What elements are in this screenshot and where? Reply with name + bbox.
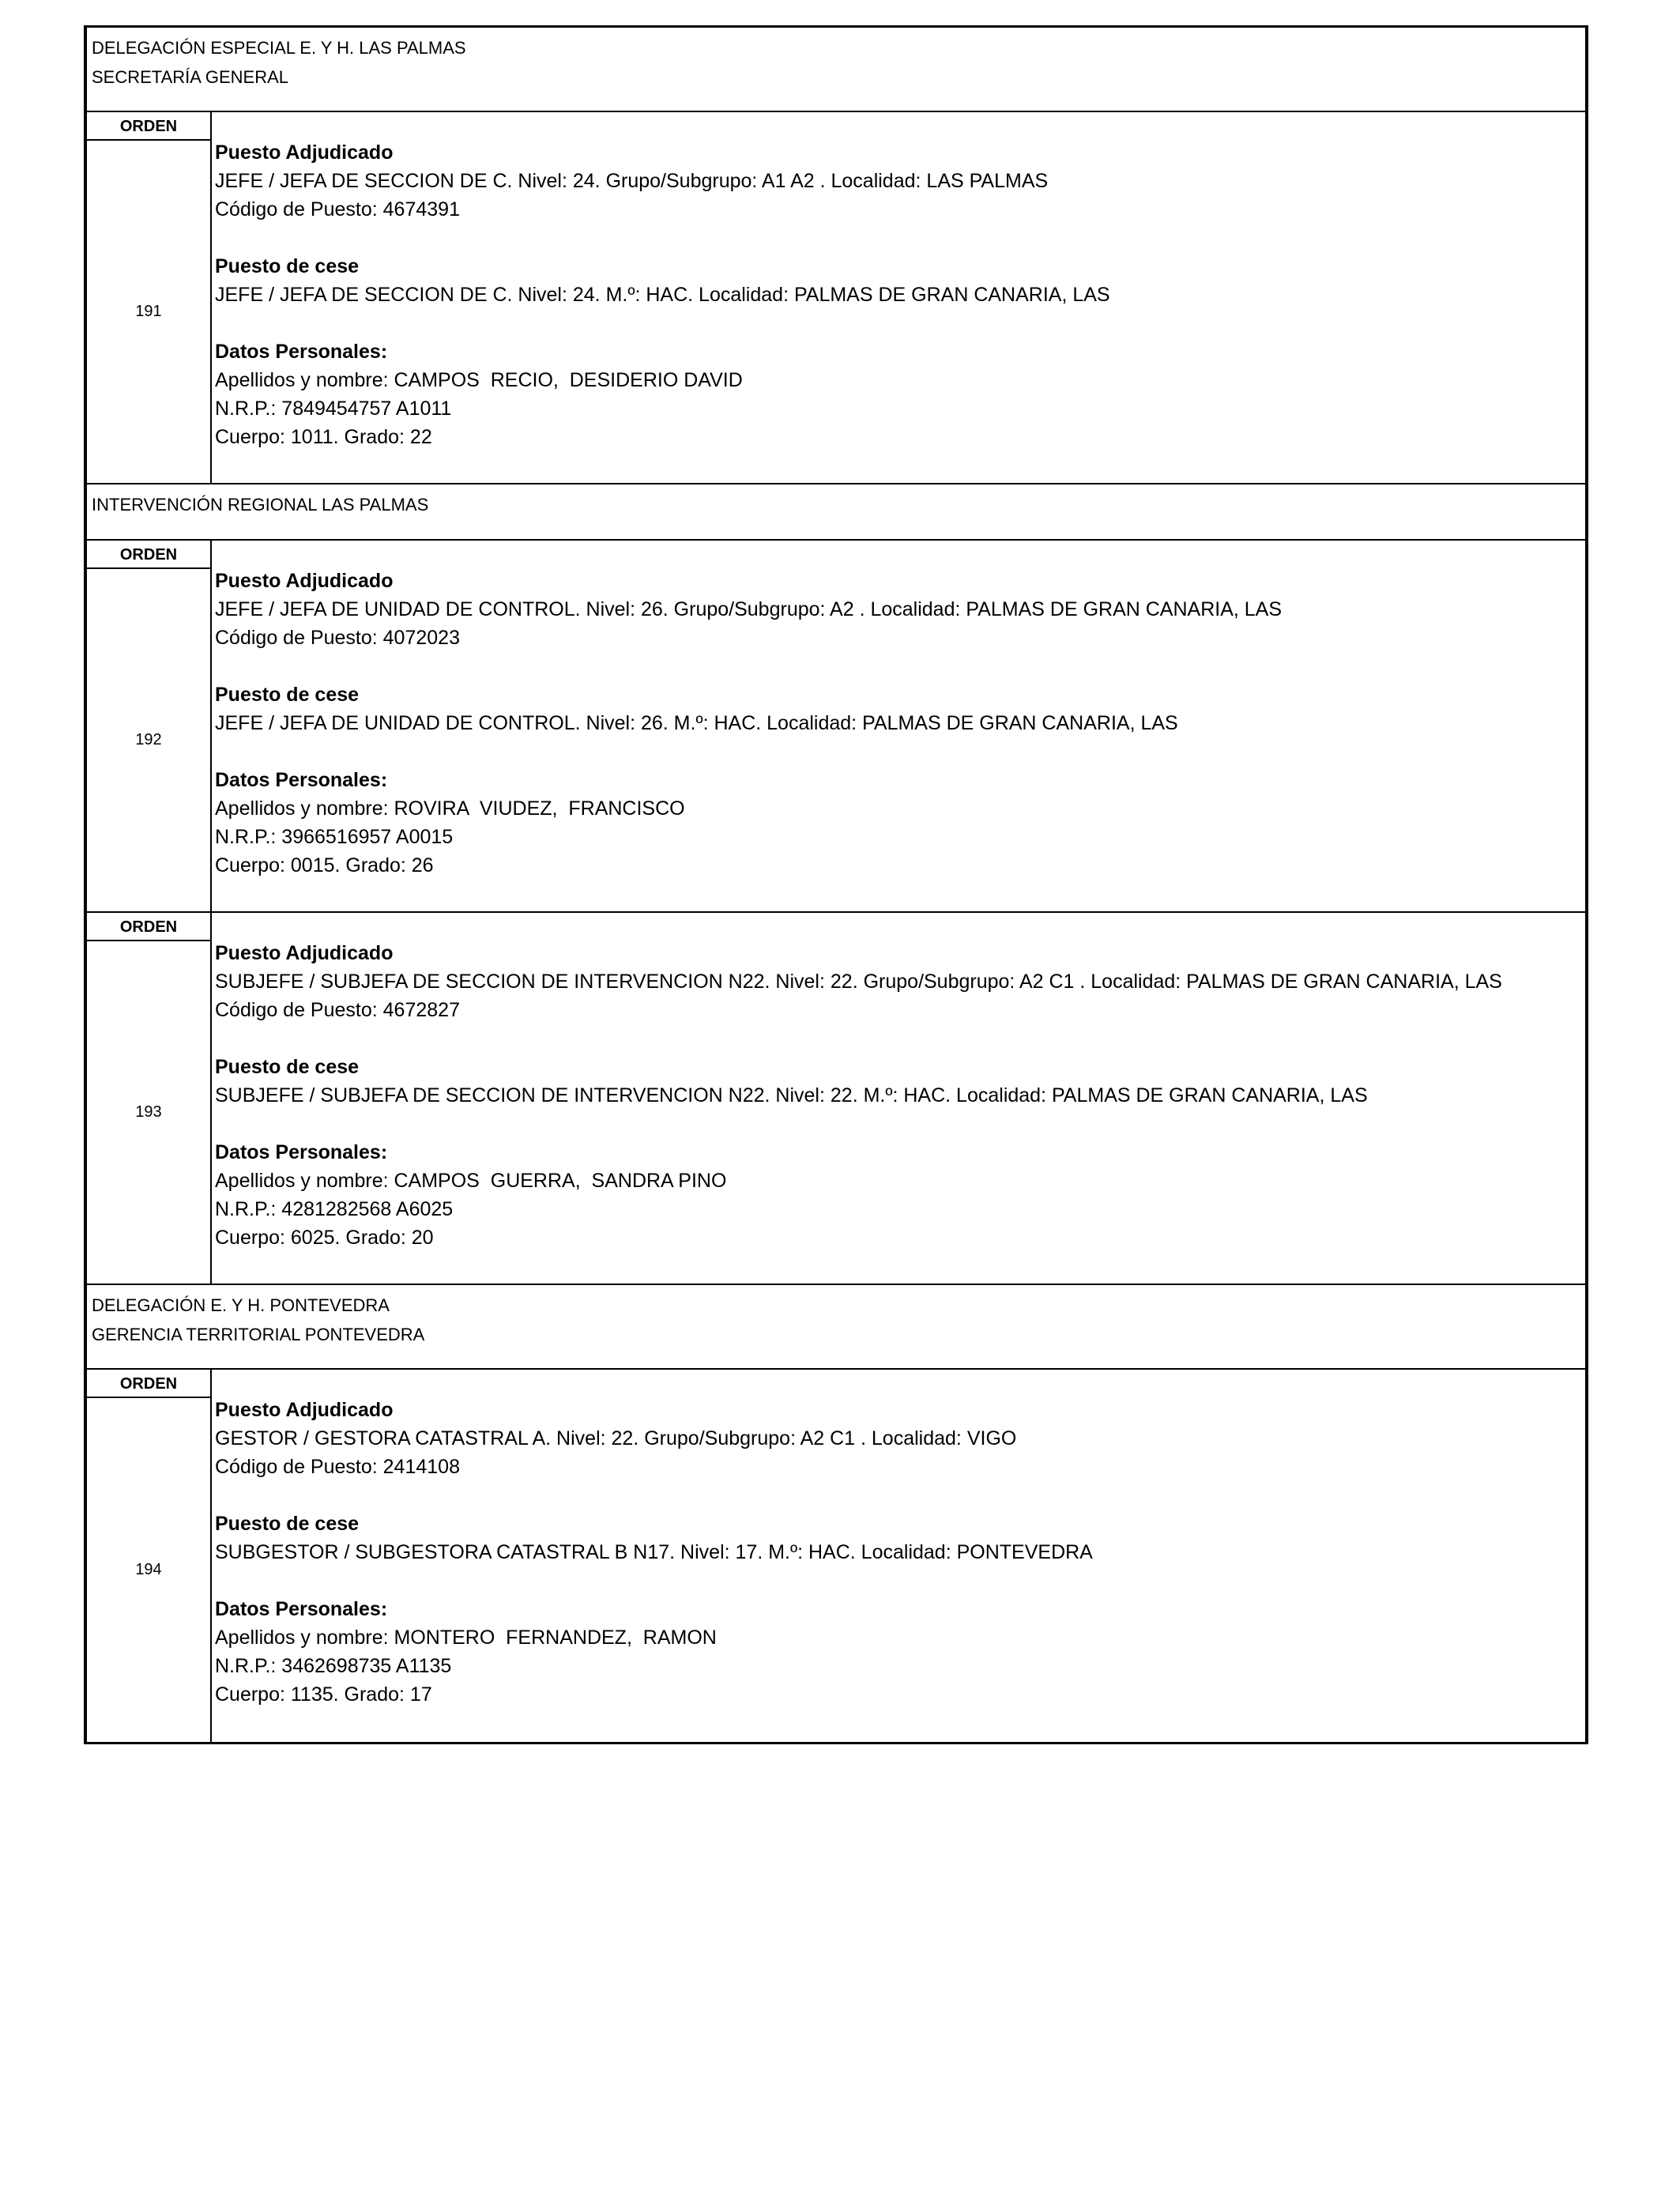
codigo-puesto: Código de Puesto: 2414108	[215, 1456, 460, 1478]
orden-cell	[87, 913, 212, 1284]
orden-label: ORDEN	[87, 913, 210, 941]
table-row	[87, 112, 1585, 484]
orden-cell	[87, 541, 212, 911]
apellidos-nombre: Apellidos y nombre: MONTERO FERNANDEZ, RAMON	[215, 1627, 717, 1649]
puesto-cese-heading: Puesto de cese	[215, 684, 360, 706]
puesto-adjudicado-text: JEFE / JEFA DE SECCION DE C. Nivel: 24. Grupo/Subgrupo: A1 A2 . Localidad: LAS PALMAS	[215, 170, 1049, 192]
orden-cell	[87, 112, 212, 483]
datos-personales-heading: Datos Personales:	[215, 769, 388, 791]
entry-details	[212, 112, 1585, 483]
entry-details	[212, 1370, 1585, 1742]
entry-details	[212, 541, 1585, 911]
orden-label: ORDEN	[87, 1370, 210, 1398]
puesto-cese-text: SUBGESTOR / SUBGESTORA CATASTRAL B N17. Nivel: 17. M.º: HAC. Localidad: PONTEVEDRA	[215, 1541, 1093, 1563]
puesto-adjudicado-heading: Puesto Adjudicado	[215, 942, 394, 964]
puesto-cese-text: JEFE / JEFA DE UNIDAD DE CONTROL. Nivel: 26. M.º: HAC. Localidad: PALMAS DE GRAN CANARIA, LAS	[215, 712, 1178, 734]
entry-details	[212, 913, 1585, 1284]
orden-number: 191	[135, 303, 162, 320]
table-row	[87, 541, 1585, 913]
cuerpo-grado: Cuerpo: 6025. Grado: 20	[215, 1227, 434, 1249]
nrp: N.R.P.: 7849454757 A1011	[215, 398, 452, 420]
unit-header	[87, 28, 1585, 112]
codigo-puesto: Código de Puesto: 4672827	[215, 999, 460, 1021]
unit-header	[87, 1285, 1585, 1370]
unit-header	[87, 484, 1585, 541]
puesto-adjudicado-text: GESTOR / GESTORA CATASTRAL A. Nivel: 22. Grupo/Subgrupo: A2 C1 . Localidad: VIGO	[215, 1427, 1017, 1449]
cuerpo-grado: Cuerpo: 0015. Grado: 26	[215, 854, 434, 876]
codigo-puesto: Código de Puesto: 4072023	[215, 627, 460, 649]
codigo-puesto: Código de Puesto: 4674391	[215, 198, 460, 221]
cuerpo-grado: Cuerpo: 1135. Grado: 17	[215, 1683, 432, 1706]
puesto-cese-heading: Puesto de cese	[215, 1056, 360, 1078]
puesto-cese-text: JEFE / JEFA DE SECCION DE C. Nivel: 24. M.º: HAC. Localidad: PALMAS DE GRAN CANARIA, LAS	[215, 284, 1110, 306]
nrp: N.R.P.: 4281282568 A6025	[215, 1198, 454, 1220]
apellidos-nombre: Apellidos y nombre: CAMPOS RECIO, DESIDERIO DAVID	[215, 369, 743, 391]
nrp: N.R.P.: 3462698735 A1135	[215, 1655, 452, 1677]
table-row	[87, 1370, 1585, 1742]
puesto-adjudicado-text: JEFE / JEFA DE UNIDAD DE CONTROL. Nivel: 26. Grupo/Subgrupo: A2 . Localidad: PALMAS DE GRAN CANARIA, LAS	[215, 598, 1283, 620]
orden-number: 194	[135, 1561, 162, 1578]
puesto-cese-heading: Puesto de cese	[215, 1513, 360, 1535]
unit-name: DELEGACIÓN ESPECIAL E. Y H. LAS PALMAS	[92, 38, 466, 58]
orden-number: 192	[135, 731, 162, 748]
cuerpo-grado: Cuerpo: 1011. Grado: 22	[215, 426, 432, 448]
subunit-name: SECRETARÍA GENERAL	[92, 67, 288, 87]
apellidos-nombre: Apellidos y nombre: ROVIRA VIUDEZ, FRANCISCO	[215, 797, 685, 820]
table-row	[87, 913, 1585, 1285]
subunit-name: GERENCIA TERRITORIAL PONTEVEDRA	[92, 1325, 425, 1344]
datos-personales-heading: Datos Personales:	[215, 341, 388, 363]
puesto-adjudicado-heading: Puesto Adjudicado	[215, 1399, 394, 1421]
datos-personales-heading: Datos Personales:	[215, 1141, 388, 1163]
orden-label: ORDEN	[87, 541, 210, 569]
nrp: N.R.P.: 3966516957 A0015	[215, 826, 454, 848]
orden-number: 193	[135, 1103, 162, 1121]
assignment-table	[84, 25, 1588, 1744]
unit-name: DELEGACIÓN E. Y H. PONTEVEDRA	[92, 1295, 390, 1315]
puesto-cese-text: SUBJEFE / SUBJEFA DE SECCION DE INTERVENCION N22. Nivel: 22. M.º: HAC. Localidad: PALMAS DE GRAN CANARIA, LAS	[215, 1084, 1368, 1106]
puesto-adjudicado-heading: Puesto Adjudicado	[215, 570, 394, 592]
puesto-adjudicado-heading: Puesto Adjudicado	[215, 141, 394, 164]
datos-personales-heading: Datos Personales:	[215, 1598, 388, 1620]
orden-label: ORDEN	[87, 112, 210, 141]
apellidos-nombre: Apellidos y nombre: CAMPOS GUERRA, SANDRA PINO	[215, 1170, 727, 1192]
unit-name: INTERVENCIÓN REGIONAL LAS PALMAS	[92, 495, 429, 515]
puesto-cese-heading: Puesto de cese	[215, 255, 360, 277]
orden-cell	[87, 1370, 212, 1742]
puesto-adjudicado-text: SUBJEFE / SUBJEFA DE SECCION DE INTERVENCION N22. Nivel: 22. Grupo/Subgrupo: A2 C1 . Localidad: PALMAS DE GRAN CANARIA, LAS	[215, 971, 1502, 993]
